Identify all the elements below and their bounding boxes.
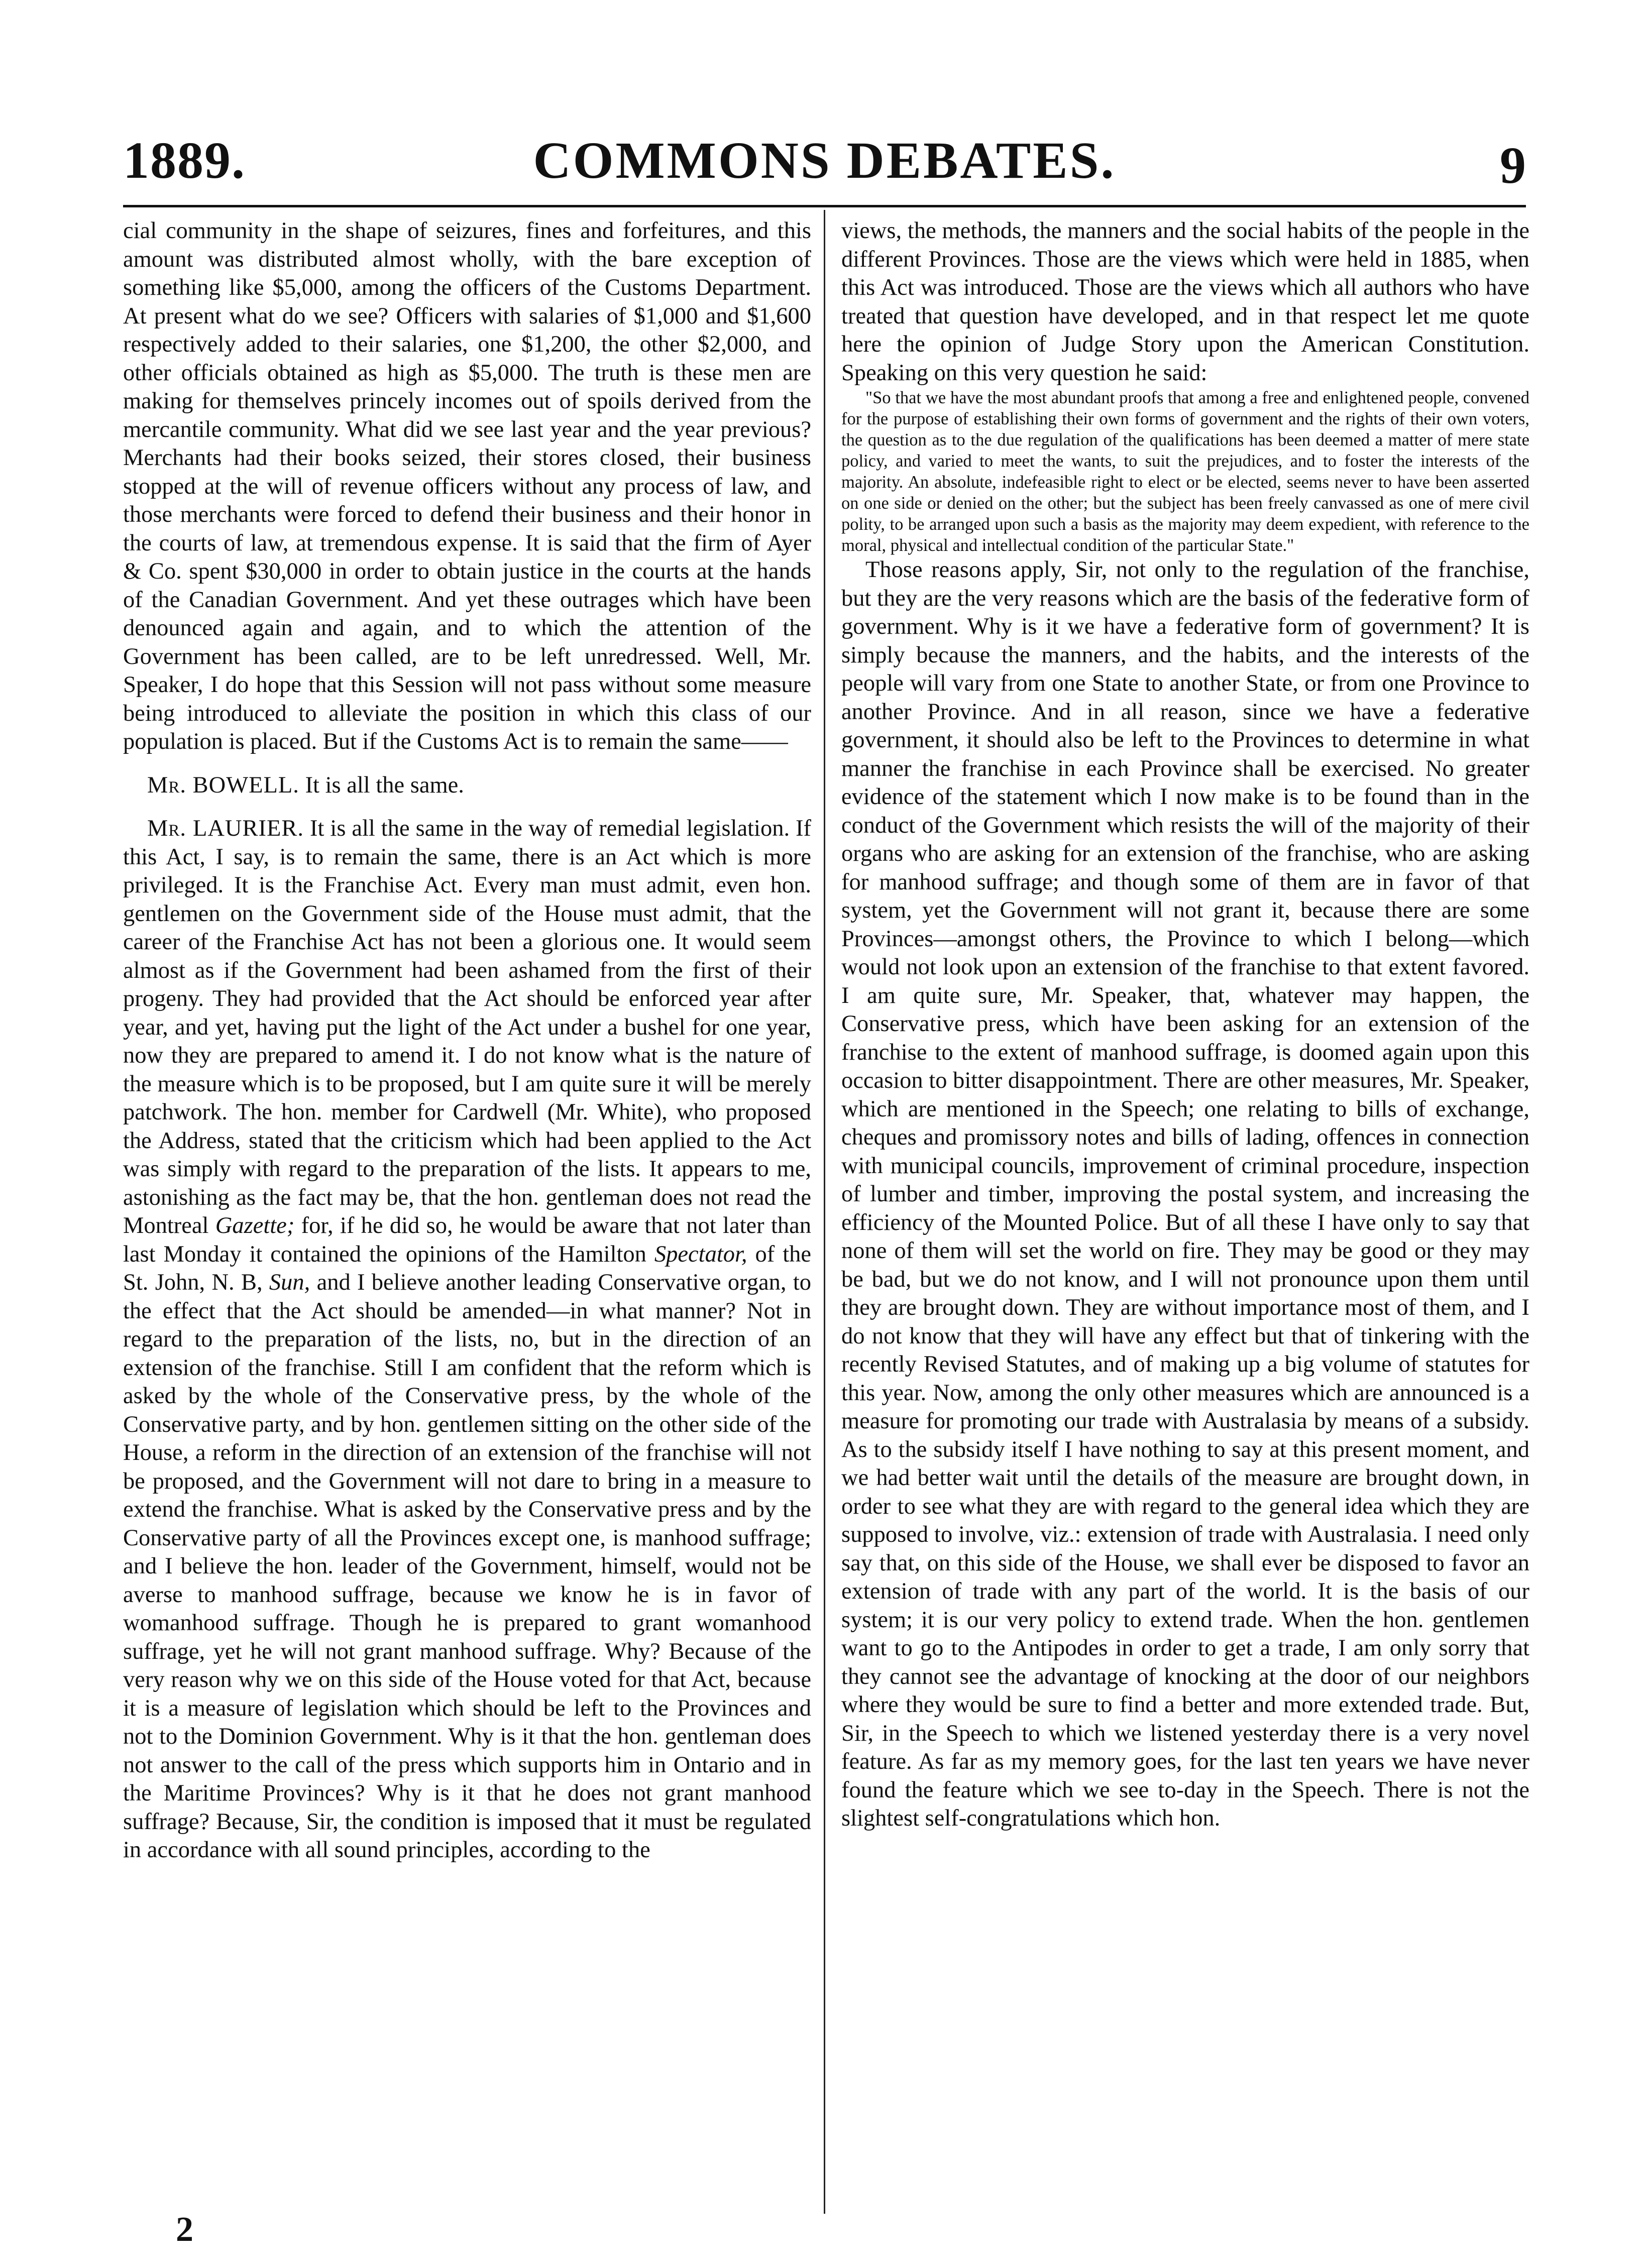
paragraph-continuation: cial community in the shape of seizures, fines and forfeitures, and this amount was distributed almost wholly, with the bare exception of something like $5,000, among the officers of the Customs Department. At present what do we see? Officers with salaries of $1,000 and $1,600 respectively added to their salaries, one $1,200, the other $2,000, and other officials obtained as high as $5,000. The truth is these men are making for themselves princely incomes out of spoils derived from the mercantile community. What did we see last year and the year previous? Merchants had their books seized, their stores closed, their business stopped at the will of revenue officers without any process of law, and those merchants were forced to defend their business and their honor in the courts of law, at tremendous expense. It is said that the firm of Ayer & Co. spent $30,000 in order to obtain justice in the courts at the hands of the Canadian Government. And yet these outrages which have been denounced again and again, and to which the attention of the Government has been called, are to be left unredressed. Well, Mr. Speaker, I do hope that this Session will not pass without some measure being introduced to alleviate the position in which this class of our population is placed. But if the Customs Act is to remain the same—— <box>123 218 811 754</box>
page-year: 1889. <box>123 132 246 189</box>
page-title: COMMONS DEBATES. <box>533 132 1116 189</box>
paragraph: Those reasons apply, Sir, not only to the regulation of the franchise, but they are the very reasons which are the basis of the federative form of government. Why is it we have a federative form of government? It is simply because the manners, and the habits, and the interests of the people will vary from one State to another State, or from one Province to another Province. And in all reason, since we have a federative government, it should also be left to the Provinces to determine in what manner the franchise in each Province shall be exercised. No greater evidence of the statement which I now make is to be found than in the conduct of the Government which resists the will of the majority of their organs who are asking for an extension of the franchise, who are asking for manhood suffrage; and though some of them are in favor of that system, yet the Government will not grant it, because there are some Provinces—amongst others, the Province to which I belong—which would not look upon an extension of the franchise to that extent favored. I am quite sure, Mr. Speaker, that, whatever may happen, the Conservative press, which have been asking for an extension of the franchise to the extent of manhood suffrage, is doomed again upon this occasion to bitter disappointment. There are other measures, Mr. Speaker, which are mentioned in the Speech; one relating to bills of exchange, cheques and promissory notes and bills of lading, offences in connection with municipal councils, improvement of criminal procedure, inspection of lumber and timber, improving the postal system, and increasing the efficiency of the Mounted Police. But of all these I have only to say that none of them will set the world on fire. They may be good or they may be bad, but we do not know, and I will not pronounce upon them until they are brought down. They are without importance most of them, and I do not know that they will have any effect but that of tinkering with the recently Revised Statutes, and of making up a big volume of statutes for this year. Now, among the only other measures which are announced is a measure for promoting our trade with Australasia by means of a subsidy. As to the subsidy itself I have nothing to say at this present moment, and we had better wait until the details of the measure are brought down, in order to see what they are with regard to the general idea which they are supposed to involve, viz.: extension of trade with Australasia. I need only say that, on this side of the House, we shall ever be disposed to favor an extension of trade with any part of the world. It is the basis of our system; it is our very policy to extend trade. When the hon. gentlemen want to go to the Antipodes in order to get a trade, I am only sorry that they cannot see the advantage of knocking at the door of our neighbors where they would be sure to find a better and more extended trade. But, Sir, in the Speech to which we listened yesterday there is a very novel feature. As far as my memory goes, for the last ten years we have never found the feature which we see to-day in the Speech. There is not the slightest self-congratulations which hon. <box>841 557 1529 1831</box>
newspaper-title: Sun, <box>269 1270 310 1295</box>
paragraph-bowell <box>123 771 811 800</box>
newspaper-title: Spectator, <box>654 1241 747 1267</box>
running-head <box>123 121 1526 206</box>
signature-mark: 2 <box>176 2210 193 2249</box>
speech-text: for, if he did so, he would be aware that not later than last Monday it contained the opinions of the Hamilton <box>123 1213 812 1267</box>
paragraph-laurier <box>123 815 811 1865</box>
left-column <box>123 217 811 1865</box>
speech-text: It is all the same. <box>305 772 464 798</box>
page-number: 9 <box>1500 137 1526 194</box>
speech-text: and I believe another leading Conservative organ, to the effect that the Act should be amended—in what manner? Not in regard to the preparation of the lists, no, but in the direction of an extension of the franchise. Still I am confident that the reform which is asked by the whole of the Conservative press, by the whole of the Conservative party, and by hon. gentlemen sitting on the other side of the House, a reform in the direction of an extension of the franchise will not be proposed, and the Government will not dare to bring in a measure to extend the franchise. What is asked by the Conservative press and by the Conservative party of all the Provinces except one, is manhood suffrage; and I believe the hon. leader of the Government, himself, would not be averse to manhood suffrage, because we know he is in favor of womanhood suffrage. Though he is prepared to grant womanhood suffrage, yet he will not grant manhood suffrage. Why? Because of the very reason why we on this side of the House voted for that Act, because it is a measure of legislation which should be left to the Provinces and not to the Dominion Government. Why is it that the hon. gentleman does not answer to the call of the press which supports him in Ontario and in the Maritime Provinces? Why is it that he does not grant manhood suffrage? Because, Sir, the condition is imposed that it must be regulated in accordance with all sound principles, according to the <box>123 1270 811 1863</box>
speech-text: It is all the same in the way of remedial legislation. If this Act, I say, is to remain the same, there is an Act which is more privileged. It is the Franchise Act. Every man must admit, even hon. gentlemen on the Government side of the House must admit, that the career of the Franchise Act has not been a glorious one. It would seem almost as if the Government had been ashamed from the first of their progeny. They had provided that the Act should be enforced year after year, and yet, having put the light of the Act under a bushel for one year, now they are prepared to amend it. I do not know what is the nature of the measure which is to be proposed, but I am quite sure it will be merely patchwork. The hon. member for Cardwell (Mr. White), who proposed the Address, stated that the criticism which had been applied to the Act was simply with regard to the preparation of the lists. It appears to me, astonishing as the fact may be, that the hon. gentleman does not read the Montreal <box>123 816 812 1238</box>
newspaper-title: Gazette; <box>215 1213 295 1238</box>
speaker-name: Mr. LAURIER. <box>147 816 304 841</box>
speech-text: of the St. John, N. B, <box>123 1241 812 1295</box>
column-divider <box>824 210 825 2214</box>
paragraph-continuation: views, the methods, the manners and the social habits of the people in the different Provinces. Those are the views which were held in 1885, when this Act was introduced. Those are the views which all authors who have treated that question have developed, and in that respect let me quote here the opinion of Judge Story upon the American Constitution. Speaking on this very question he said: <box>841 218 1529 386</box>
right-column <box>841 217 1529 1833</box>
header-rule <box>123 205 1526 207</box>
speaker-name: Mr. BOWELL. <box>147 772 299 798</box>
block-quote: "So that we have the most abundant proofs that among a free and enlightened people, convened for the purpose of establishing their own forms of government and the rights of their own voters, the question as to the due regulation of the qualifications has been deemed a matter of mere state policy, and varied to meet the wants, to suit the prejudices, and to foster the interests of the majority. An absolute, indefeasible right to elect or be elected, seems never to have been asserted on one side or denied on the other; but the subject has been freely canvassed as one of mere civil polity, to be arranged upon such a basis as the majority may deem expedient, with reference to the moral, physical and intellectual condition of the particular State." <box>841 388 1529 555</box>
